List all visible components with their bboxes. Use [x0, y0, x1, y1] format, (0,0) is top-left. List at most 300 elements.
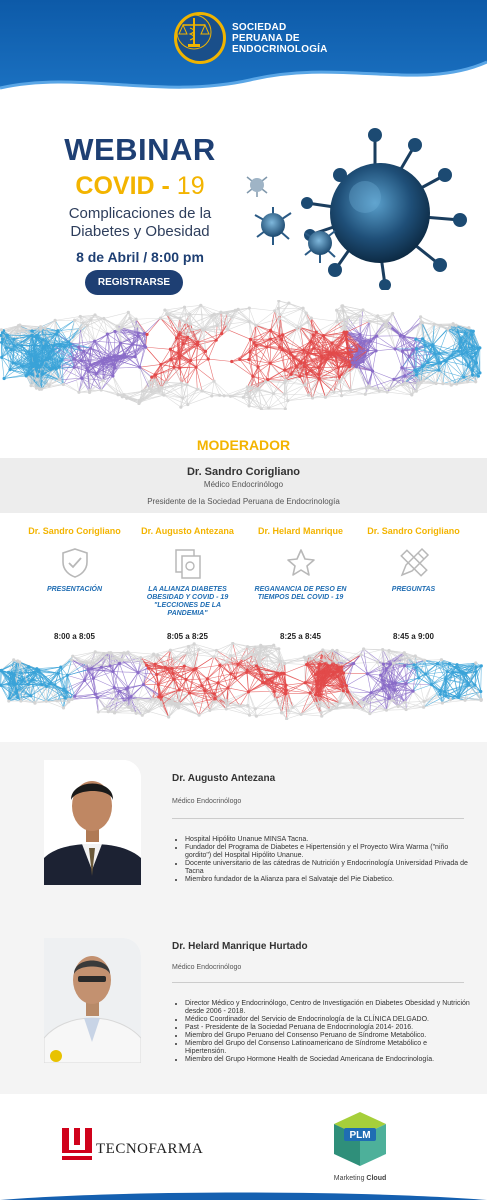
network-node — [112, 363, 115, 366]
network-node — [7, 699, 10, 702]
network-node — [433, 352, 436, 355]
network-node — [315, 330, 318, 333]
network-node — [56, 329, 59, 332]
network-node — [254, 344, 257, 347]
speaker-name: Dr. Augusto Antezana — [172, 773, 276, 784]
network-node — [277, 307, 280, 310]
network-node — [197, 714, 200, 717]
network-node — [129, 695, 132, 698]
network-node — [464, 332, 467, 335]
network-node — [67, 700, 70, 703]
network-node — [29, 384, 32, 387]
network-node — [376, 660, 379, 663]
network-node — [324, 396, 327, 399]
network-node — [204, 350, 207, 353]
network-node — [20, 364, 23, 367]
network-node — [113, 367, 116, 370]
network-node — [113, 711, 116, 714]
network-node — [128, 317, 131, 320]
network-node — [315, 702, 318, 705]
network-node — [278, 313, 281, 316]
network-node — [329, 670, 332, 673]
network-node — [321, 648, 324, 651]
network-node — [353, 706, 356, 709]
credential-item: • Miembro del Grupo del Consenso Latinoamericano de Síndrome Metabólico e Hipertensión. — [185, 1040, 470, 1056]
network-node — [340, 304, 343, 307]
network-node — [230, 315, 233, 318]
network-node — [384, 321, 387, 324]
network-node — [196, 341, 199, 344]
network-node — [426, 361, 429, 364]
network-node — [39, 328, 42, 331]
network-node — [419, 315, 422, 318]
network-node — [346, 347, 349, 350]
network-node — [196, 388, 199, 391]
network-node — [247, 690, 250, 693]
network-node — [415, 347, 418, 350]
network-node — [124, 701, 127, 704]
network-node — [9, 348, 12, 351]
network-node — [339, 389, 342, 392]
network-node — [358, 349, 361, 352]
network-node — [340, 394, 343, 397]
network-node — [321, 680, 324, 683]
network-node — [186, 651, 189, 654]
network-node — [287, 709, 290, 712]
network-node — [478, 346, 481, 349]
network-node — [449, 698, 452, 701]
network-node — [471, 369, 474, 372]
network-node — [45, 700, 48, 703]
network-node — [36, 378, 39, 381]
network-node — [188, 691, 191, 694]
network-node — [385, 324, 388, 327]
network-node — [44, 358, 47, 361]
agenda-item — [244, 526, 357, 641]
network-node — [331, 649, 334, 652]
network-node — [328, 661, 331, 664]
network-node — [383, 684, 386, 687]
network-node — [342, 309, 345, 312]
network-node — [150, 376, 153, 379]
network-node — [405, 682, 408, 685]
network-node — [206, 677, 209, 680]
network-node — [147, 667, 150, 670]
society-logo[interactable] — [174, 12, 328, 64]
network-node — [238, 704, 241, 707]
caduceus-scales-icon — [174, 12, 226, 64]
network-node — [31, 329, 34, 332]
network-node — [446, 670, 449, 673]
network-node — [386, 390, 389, 393]
network-node — [107, 651, 110, 654]
network-node — [302, 349, 305, 352]
network-node — [406, 656, 409, 659]
network-node — [464, 672, 467, 675]
network-node — [138, 366, 141, 369]
network-node — [446, 328, 449, 331]
network-node — [184, 678, 187, 681]
network-node — [96, 696, 99, 699]
network-node — [323, 662, 326, 665]
network-node — [448, 662, 451, 665]
network-node — [438, 693, 441, 696]
network-node — [392, 662, 395, 665]
network-node — [113, 686, 116, 689]
network-node — [59, 665, 62, 668]
network-node — [157, 695, 160, 698]
network-node — [335, 649, 338, 652]
network-node — [234, 676, 237, 679]
network-node — [440, 658, 443, 661]
network-node — [273, 690, 276, 693]
network-node — [408, 355, 411, 358]
sponsors-footer — [0, 1094, 487, 1200]
network-node — [85, 367, 88, 370]
network-node — [391, 312, 394, 315]
register-button[interactable]: REGISTRARSE — [85, 270, 183, 295]
network-node — [81, 660, 84, 663]
network-node — [289, 351, 292, 354]
network-node — [53, 683, 56, 686]
network-node — [226, 704, 229, 707]
network-node — [3, 377, 6, 380]
network-node — [89, 347, 92, 350]
network-node — [362, 349, 365, 352]
network-node — [212, 379, 215, 382]
network-node — [414, 666, 417, 669]
network-node — [417, 676, 420, 679]
network-node — [368, 712, 371, 715]
network-node — [284, 692, 287, 695]
network-node — [154, 373, 157, 376]
network-node — [444, 694, 447, 697]
network-node — [403, 701, 406, 704]
network-node — [213, 313, 216, 316]
network-node — [104, 707, 107, 710]
network-node — [97, 710, 100, 713]
network-node — [70, 658, 73, 661]
network-node — [366, 349, 369, 352]
network-node — [291, 706, 294, 709]
network-node — [401, 383, 404, 386]
network-node — [264, 646, 267, 649]
network-node — [32, 678, 35, 681]
network-node — [332, 390, 335, 393]
network-node — [159, 363, 162, 366]
network-band-bottom — [0, 642, 487, 720]
network-node — [229, 654, 232, 657]
network-node — [455, 382, 458, 385]
network-node — [77, 391, 80, 394]
network-node — [459, 671, 462, 674]
network-node — [433, 323, 436, 326]
network-node — [448, 324, 451, 327]
network-node — [399, 657, 402, 660]
tecnofarma-logo[interactable] — [62, 1128, 203, 1160]
agenda-topic: PRESENTACIÓN — [46, 586, 103, 593]
network-node — [0, 341, 3, 344]
network-node — [455, 666, 458, 669]
network-node — [87, 370, 90, 373]
network-node — [289, 373, 292, 376]
network-node — [387, 697, 390, 700]
network-node — [115, 359, 118, 362]
network-node — [125, 687, 128, 690]
network-node — [21, 328, 24, 331]
network-node — [320, 677, 323, 680]
network-node — [220, 332, 223, 335]
network-node — [269, 362, 272, 365]
agenda-time: 8:45 a 9:00 — [393, 632, 434, 641]
webinar-date: 8 de Abril / 8:00 pm — [76, 249, 204, 265]
network-node — [277, 300, 280, 303]
network-node — [172, 678, 175, 681]
network-node — [403, 664, 406, 667]
network-node — [215, 649, 218, 652]
network-node — [64, 696, 67, 699]
network-node — [467, 326, 470, 329]
network-node — [466, 380, 469, 383]
network-node — [471, 345, 474, 348]
network-node — [314, 693, 317, 696]
network-node — [315, 680, 318, 683]
network-node — [367, 384, 370, 387]
virus-small-2 — [305, 231, 335, 263]
network-node — [180, 381, 183, 384]
network-node — [257, 667, 260, 670]
network-node — [422, 706, 425, 709]
network-node — [173, 657, 176, 660]
network-node — [454, 324, 457, 327]
network-node — [334, 671, 337, 674]
network-node — [308, 691, 311, 694]
speaker-role: Médico Endocrinólogo — [172, 964, 242, 971]
network-node — [397, 705, 400, 708]
network-node — [226, 328, 229, 331]
network-node — [337, 675, 340, 678]
network-node — [437, 352, 440, 355]
speaker-credentials — [185, 1000, 470, 1064]
network-node — [287, 302, 290, 305]
network-node — [242, 396, 245, 399]
network-node — [272, 644, 275, 647]
network-node — [154, 663, 157, 666]
network-node — [148, 387, 151, 390]
network-node — [217, 697, 220, 700]
network-node — [229, 672, 232, 675]
network-node — [285, 689, 288, 692]
credential-item: • Miembro fundador de la Alianza para el Salvataje del Pie Diabetico. — [185, 876, 470, 884]
network-node — [424, 673, 427, 676]
network-node — [280, 672, 283, 675]
network-node — [234, 309, 237, 312]
network-node — [470, 356, 473, 359]
network-node — [186, 336, 189, 339]
network-node — [392, 378, 395, 381]
speaker-photo — [44, 760, 141, 885]
network-node — [421, 365, 424, 368]
network-node — [303, 361, 306, 364]
network-node — [281, 333, 284, 336]
network-node — [73, 695, 76, 698]
network-node — [374, 349, 377, 352]
network-node — [443, 690, 446, 693]
network-node — [479, 690, 482, 693]
network-node — [35, 358, 38, 361]
network-node — [295, 327, 298, 330]
agenda-item — [131, 526, 244, 641]
network-node — [459, 340, 462, 343]
network-node — [355, 365, 358, 368]
network-node — [33, 702, 36, 705]
network-node — [40, 388, 43, 391]
network-node — [411, 690, 414, 693]
network-node — [183, 664, 186, 667]
agenda-topic: PREGUNTAS — [391, 586, 436, 593]
network-node — [106, 333, 109, 336]
network-node — [133, 355, 136, 358]
network-node — [48, 682, 51, 685]
network-node — [134, 318, 137, 321]
network-node — [118, 662, 121, 665]
network-node — [113, 354, 116, 357]
network-node — [8, 368, 11, 371]
network-node — [33, 671, 36, 674]
network-node — [121, 395, 124, 398]
credential-item: • Fundador del Programa de Diabetes e Hipertensión y el Proyecto Wira Warma ("niño gordito") del Hospital Hipólito Unanue. — [185, 844, 470, 860]
documents-icon — [131, 540, 244, 586]
network-node — [410, 393, 413, 396]
network-node — [93, 340, 96, 343]
network-node — [246, 392, 249, 395]
plm-logo[interactable] — [330, 1110, 390, 1182]
network-node — [90, 667, 93, 670]
network-node — [85, 662, 88, 665]
plm-caption-2: Cloud — [366, 1175, 387, 1182]
network-node — [322, 652, 325, 655]
network-node — [1, 337, 4, 340]
network-node — [178, 356, 181, 359]
network-node — [216, 323, 219, 326]
network-node — [307, 394, 310, 397]
network-node — [382, 663, 385, 666]
network-node — [45, 343, 48, 346]
network-node — [135, 712, 138, 715]
network-node — [196, 343, 199, 346]
network-node — [140, 660, 143, 663]
network-node — [266, 654, 269, 657]
network-node — [278, 317, 281, 320]
network-node — [29, 361, 32, 364]
network-node — [404, 708, 407, 711]
society-name-line-2: PERUANA DE — [232, 32, 300, 44]
network-node — [358, 333, 361, 336]
network-node — [315, 683, 318, 686]
network-node — [199, 304, 202, 307]
network-node — [230, 360, 233, 363]
network-node — [92, 677, 95, 680]
network-node — [270, 680, 273, 683]
network-node — [431, 343, 434, 346]
network-node — [326, 357, 329, 360]
network-node — [248, 713, 251, 716]
network-node — [127, 311, 130, 314]
network-node — [371, 369, 374, 372]
network-node — [35, 387, 38, 390]
network-node — [385, 709, 388, 712]
network-node — [310, 317, 313, 320]
network-node — [77, 346, 80, 349]
network-node — [242, 657, 245, 660]
network-node — [62, 688, 65, 691]
network-node — [467, 684, 470, 687]
network-node — [421, 337, 424, 340]
network-node — [279, 659, 282, 662]
network-node — [439, 324, 442, 327]
network-node — [163, 698, 166, 701]
network-node — [360, 700, 363, 703]
agenda-item — [357, 526, 470, 641]
network-node — [248, 306, 251, 309]
network-node — [81, 321, 84, 324]
network-node — [278, 346, 281, 349]
virus-small-1 — [255, 207, 291, 245]
network-node — [283, 392, 286, 395]
network-node — [158, 390, 161, 393]
network-node — [200, 684, 203, 687]
divider — [172, 818, 464, 819]
network-node — [152, 653, 155, 656]
network-node — [337, 666, 340, 669]
network-node — [247, 358, 250, 361]
network-node — [346, 351, 349, 354]
network-node — [178, 688, 181, 691]
network-node — [337, 366, 340, 369]
network-node — [141, 714, 144, 717]
network-node — [320, 355, 323, 358]
network-node — [376, 314, 379, 317]
network-node — [137, 335, 140, 338]
network-node — [145, 333, 148, 336]
network-node — [363, 355, 366, 358]
network-node — [278, 706, 281, 709]
webinar-title: WEBINAR — [64, 132, 216, 167]
network-node — [80, 377, 83, 380]
network-node — [27, 665, 30, 668]
network-node — [65, 690, 68, 693]
network-node — [7, 682, 10, 685]
network-node — [94, 650, 97, 653]
network-node — [267, 406, 270, 409]
network-node — [80, 359, 83, 362]
network-node — [387, 649, 390, 652]
network-node — [388, 686, 391, 689]
network-node — [62, 383, 65, 386]
network-node — [215, 339, 218, 342]
network-node — [263, 681, 266, 684]
network-node — [226, 312, 229, 315]
network-node — [181, 342, 184, 345]
network-node — [369, 339, 372, 342]
network-node — [305, 312, 308, 315]
network-node — [478, 371, 481, 374]
network-node — [43, 326, 46, 329]
network-node — [248, 404, 251, 407]
network-node — [118, 328, 121, 331]
network-node — [283, 368, 286, 371]
network-node — [343, 660, 346, 663]
